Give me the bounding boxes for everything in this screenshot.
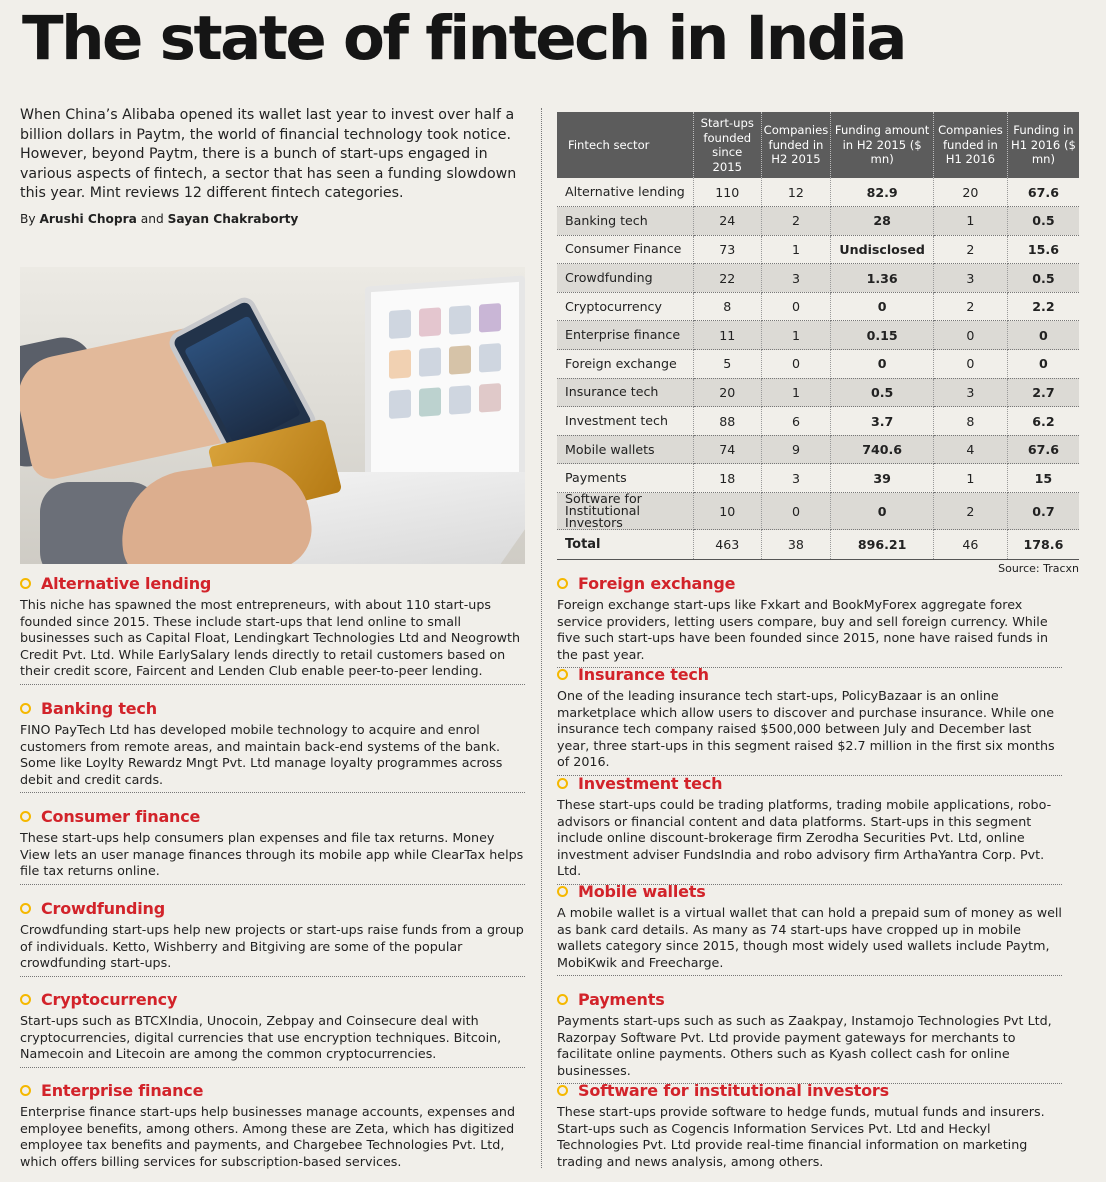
- section-heading: [557, 989, 1062, 1009]
- table-cell: 67.6: [1007, 435, 1079, 464]
- page-title: The state of fintech in India: [22, 3, 905, 74]
- table-cell: 0: [761, 292, 831, 321]
- section-body: This niche has spawned the most entrepreneurs, with about 110 start-ups founded since 2015. These include start-ups that lend online to small businesses such as Capital Float, Lendingkart Technologies Ltd and Neogrowth Credit Pvt. Ltd. While EarlySalary lends directly to retail customers based on their credit score, Faircent and Lenden Club enable peer-to-peer lending.: [20, 597, 521, 679]
- table-cell: 10: [693, 493, 761, 530]
- sector-name: Insurance tech: [557, 378, 693, 407]
- table-cell: 1: [761, 235, 831, 264]
- author-1: Arushi Chopra: [39, 211, 137, 226]
- section-mobile-wallets: [557, 881, 1062, 976]
- table-cell: Undisclosed: [831, 235, 934, 264]
- section-title: Consumer finance: [41, 806, 201, 826]
- table-cell: 9: [761, 435, 831, 464]
- section-heading: [20, 806, 525, 826]
- table-cell: 73: [693, 235, 761, 264]
- table-cell: 0: [831, 292, 934, 321]
- table-total-row: [557, 530, 1079, 560]
- section-enterprise-finance: [20, 1080, 525, 1170]
- table-cell: 3.7: [831, 407, 934, 436]
- table-row: [557, 435, 1079, 464]
- table-row: [557, 235, 1079, 264]
- table-cell: 5: [693, 350, 761, 379]
- table-row: [557, 321, 1079, 350]
- section-title: Alternative lending: [41, 573, 212, 593]
- sector-name: Foreign exchange: [557, 350, 693, 379]
- sector-name: Payments: [557, 464, 693, 493]
- sector-name: Consumer Finance: [557, 235, 693, 264]
- author-2: Sayan Chakraborty: [167, 211, 299, 226]
- total-cell: 178.6: [1007, 530, 1079, 560]
- byline-and: and: [136, 211, 168, 226]
- section-foreign-exchange: [557, 573, 1062, 668]
- section-heading: [557, 573, 1062, 593]
- table-cell: 3: [933, 264, 1007, 293]
- table-cell: 0: [1007, 321, 1079, 350]
- section-title: Payments: [578, 989, 665, 1009]
- bullet-circle-icon: [557, 578, 568, 589]
- table-cell: 74: [693, 435, 761, 464]
- table-cell: 12: [761, 178, 831, 207]
- section-title: Crowdfunding: [41, 898, 165, 918]
- table-cell: 0: [831, 493, 934, 530]
- table-cell: 1.36: [831, 264, 934, 293]
- table-row: [557, 464, 1079, 493]
- bullet-circle-icon: [557, 778, 568, 789]
- section-title: Cryptocurrency: [41, 989, 178, 1009]
- table-cell: 0.5: [1007, 207, 1079, 236]
- section-heading: [20, 1080, 525, 1100]
- table-cell: 0: [933, 350, 1007, 379]
- section-body: Foreign exchange start-ups like Fxkart and BookMyForex aggregate forex service providers, letting users compare, buy and sell foreign currency. While five such start-ups have been founded since 2015, none have raised funds in the past year.: [557, 597, 1049, 662]
- article-photo: [20, 267, 525, 564]
- table-cell: 1: [761, 378, 831, 407]
- total-cell: 896.21: [831, 530, 934, 560]
- table-cell: 67.6: [1007, 178, 1079, 207]
- table-row: [557, 264, 1079, 293]
- total-cell: 46: [933, 530, 1007, 560]
- table-cell: 6: [761, 407, 831, 436]
- table-cell: 22: [693, 264, 761, 293]
- section-body: Crowdfunding start-ups help new projects or start-ups raise funds from a group of individuals. Ketto, Wishberry and Bitgiving are some of the popular crowdfunding start-ups.: [20, 922, 524, 971]
- table-cell: 24: [693, 207, 761, 236]
- table-cell: 6.2: [1007, 407, 1079, 436]
- table-cell: 110: [693, 178, 761, 207]
- section-body: One of the leading insurance tech start-ups, PolicyBazaar is an online marketplace which allow users to discover and purchase insurance. While one insurance tech company raised $500,000 between July and December last year, three start-ups in this segment raised $2.7 million in the first six months of 2016.: [557, 688, 1055, 770]
- table-header-row: [557, 112, 1079, 178]
- section-consumer-finance: [20, 806, 525, 885]
- table-cell: 3: [933, 378, 1007, 407]
- table-cell: 0.15: [831, 321, 934, 350]
- sector-name: Banking tech: [557, 207, 693, 236]
- table-cell: 20: [933, 178, 1007, 207]
- bullet-circle-icon: [20, 903, 31, 914]
- section-software-for-institutional-investors: [557, 1080, 1062, 1170]
- sector-name: Alternative lending: [557, 178, 693, 207]
- table-cell: 4: [933, 435, 1007, 464]
- section-heading: [20, 573, 525, 593]
- table-cell: 2: [933, 493, 1007, 530]
- section-body: Enterprise finance start-ups help businesses manage accounts, expenses and employee benefits, among others. Among these are Zeta, which has digitized employee tax benefits and payments, and Chargebee Technologies Pvt. Ltd, which offers billing services for subscription-based services.: [20, 1104, 516, 1169]
- table-row: [557, 407, 1079, 436]
- table-cell: 0: [831, 350, 934, 379]
- section-body: These start-ups help consumers plan expenses and file tax returns. Money View lets an user manage finances through its mobile app while ClearTax helps file tax returns online.: [20, 830, 524, 879]
- table-cell: 28: [831, 207, 934, 236]
- table-cell: 15: [1007, 464, 1079, 493]
- table-header-cell: Start-ups founded since 2015: [693, 112, 761, 178]
- table-cell: 20: [693, 378, 761, 407]
- table-cell: 88: [693, 407, 761, 436]
- table-cell: 15.6: [1007, 235, 1079, 264]
- column-divider: [541, 108, 542, 1168]
- table-cell: 0: [1007, 350, 1079, 379]
- section-alternative-lending: [20, 573, 525, 685]
- section-heading: [557, 773, 1062, 793]
- table-row: [557, 178, 1079, 207]
- table-cell: 2.7: [1007, 378, 1079, 407]
- section-payments: [557, 989, 1062, 1084]
- bullet-circle-icon: [20, 1085, 31, 1096]
- sector-name: Enterprise finance: [557, 321, 693, 350]
- section-body: FINO PayTech Ltd has developed mobile technology to acquire and enrol customers from remote areas, and maintain back-end systems of the bank. Some like Loylty Rewardz Mngt Pvt. Ltd manage loyalty programmes across debit and credit cards.: [20, 722, 503, 787]
- table-header-cell: Companies funded in H2 2015: [761, 112, 831, 178]
- byline-prefix: By: [20, 211, 40, 226]
- sector-name: Software for Institutional Investors: [557, 493, 693, 530]
- section-heading: [557, 881, 1062, 901]
- table-cell: 39: [831, 464, 934, 493]
- section-body: These start-ups provide software to hedge funds, mutual funds and insurers. Start-ups such as Cogencis Information Services Pvt. Ltd and Heckyl Technologies Pvt. Ltd provide real-time financial information on marketing trading and news analysis, among others.: [557, 1104, 1045, 1169]
- table-cell: 0: [761, 493, 831, 530]
- table-header-cell: Fintech sector: [557, 112, 693, 178]
- table-cell: 11: [693, 321, 761, 350]
- bullet-circle-icon: [557, 1085, 568, 1096]
- table-cell: 2: [933, 292, 1007, 321]
- table-row: [557, 207, 1079, 236]
- intro-block: [20, 106, 525, 226]
- table-cell: 0.5: [1007, 264, 1079, 293]
- section-title: Banking tech: [41, 698, 157, 718]
- table-header-cell: Funding in H1 2016 ($ mn): [1007, 112, 1079, 178]
- table-cell: 0.7: [1007, 493, 1079, 530]
- section-banking-tech: [20, 698, 525, 793]
- bullet-circle-icon: [20, 811, 31, 822]
- table-header-cell: Funding amount in H2 2015 ($ mn): [831, 112, 934, 178]
- section-title: Software for institutional investors: [578, 1080, 889, 1100]
- table-cell: 3: [761, 264, 831, 293]
- total-label: Total: [557, 530, 693, 560]
- bullet-circle-icon: [20, 578, 31, 589]
- bullet-circle-icon: [557, 994, 568, 1005]
- table-cell: 8: [693, 292, 761, 321]
- bullet-circle-icon: [20, 703, 31, 714]
- table-cell: 0.5: [831, 378, 934, 407]
- table-cell: 2: [761, 207, 831, 236]
- section-cryptocurrency: [20, 989, 525, 1068]
- table-cell: 3: [761, 464, 831, 493]
- table-cell: 8: [933, 407, 1007, 436]
- sector-name: Crowdfunding: [557, 264, 693, 293]
- table-cell: 2.2: [1007, 292, 1079, 321]
- intro-text: When China’s Alibaba opened its wallet last year to invest over half a billion dollars in Paytm, the world of financial technology took notice. However, beyond Paytm, there is a bunch of start-ups engaged in various aspects of fintech, a sector that has seen a funding slowdown this year. Mint reviews 12 different fintech categories.: [20, 107, 517, 201]
- section-investment-tech: [557, 773, 1062, 885]
- table-row: [557, 350, 1079, 379]
- sector-name: Cryptocurrency: [557, 292, 693, 321]
- table-cell: 18: [693, 464, 761, 493]
- table-header-cell: Companies funded in H1 2016: [933, 112, 1007, 178]
- section-heading: [20, 989, 525, 1009]
- table-row: [557, 378, 1079, 407]
- source-note: Source: Tracxn: [998, 562, 1079, 576]
- table-cell: 0: [761, 350, 831, 379]
- section-heading: [20, 698, 525, 718]
- section-crowdfunding: [20, 898, 525, 977]
- sector-name: Mobile wallets: [557, 435, 693, 464]
- section-heading: [557, 1080, 1062, 1100]
- table-cell: 740.6: [831, 435, 934, 464]
- section-title: Insurance tech: [578, 664, 709, 684]
- total-cell: 38: [761, 530, 831, 560]
- bullet-circle-icon: [557, 669, 568, 680]
- bullet-circle-icon: [20, 994, 31, 1005]
- section-title: Investment tech: [578, 773, 723, 793]
- total-cell: 463: [693, 530, 761, 560]
- table-row: [557, 292, 1079, 321]
- table-row: [557, 493, 1079, 530]
- section-body: These start-ups could be trading platforms, trading mobile applications, robo-advisors or financial content and data platforms. Start-ups in this segment include online discount-brokerage firm Zerodha Securities Pvt. Ltd, online investment adviser FundsIndia and robo advisory firm ArthaYantra Corp. Pvt. Ltd.: [557, 797, 1052, 879]
- fintech-table: [557, 112, 1079, 575]
- table-cell: 1: [761, 321, 831, 350]
- table-cell: 0: [933, 321, 1007, 350]
- section-body: A mobile wallet is a virtual wallet that can hold a prepaid sum of money as well as bank card details. As many as 74 start-ups have cropped up in mobile wallets category since 2015, though most widely used wallets include Paytm, MobiKwik and Freecharge.: [557, 905, 1062, 970]
- section-heading: [557, 664, 1062, 684]
- table-cell: 82.9: [831, 178, 934, 207]
- sector-name: Investment tech: [557, 407, 693, 436]
- section-insurance-tech: [557, 664, 1062, 776]
- section-heading: [20, 898, 525, 918]
- bullet-circle-icon: [557, 886, 568, 897]
- section-title: Mobile wallets: [578, 881, 706, 901]
- section-title: Enterprise finance: [41, 1080, 204, 1100]
- section-body: Payments start-ups such as such as Zaakpay, Instamojo Technologies Pvt Ltd, Razorpay Software Pvt. Ltd provide payment gateways for merchants to facilitate online payments. Others such as Kyash collect cash for online businesses.: [557, 1013, 1052, 1078]
- byline: [20, 212, 525, 226]
- section-title: Foreign exchange: [578, 573, 736, 593]
- section-body: Start-ups such as BTCXIndia, Unocoin, Zebpay and Coinsecure deal with cryptocurrencies, digital currencies that use encryption techniques. Bitcoin, Namecoin and Litecoin are among the common cryptocurrencies.: [20, 1013, 502, 1062]
- table-cell: 1: [933, 464, 1007, 493]
- table-cell: 1: [933, 207, 1007, 236]
- table-cell: 2: [933, 235, 1007, 264]
